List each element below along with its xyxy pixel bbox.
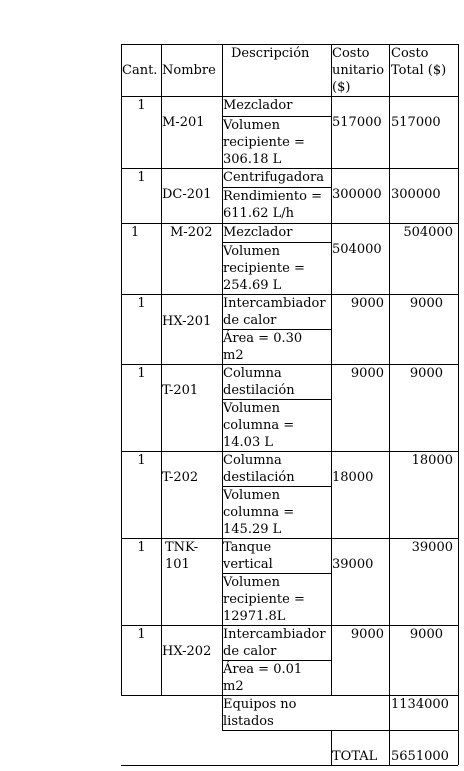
header-nombre: Nombre (162, 63, 216, 78)
grand-total-label: TOTAL (332, 749, 378, 764)
cell-costo-total: 9000 (409, 366, 443, 381)
cell-costo-unitario: 18000 (332, 470, 374, 485)
cell-descripcion: Columna destilación (223, 453, 295, 485)
cell-costo-total: 18000 (411, 453, 453, 468)
cell-costo-total: 300000 (391, 187, 441, 202)
cell-cant: 1 (137, 627, 146, 642)
header-costo-unitario: Costo unitario ($) (332, 46, 385, 95)
cell-cant: 1 (131, 225, 140, 240)
cell-costo-total: 517000 (391, 115, 441, 130)
cell-cant: 1 (137, 366, 146, 381)
unlisted-equipment-total: 1134000 (391, 697, 449, 712)
cell-costo-total: 9000 (409, 627, 443, 642)
header-cant: Cant. (122, 63, 158, 78)
cell-spec: Rendimiento = 611.62 L/h (223, 189, 322, 221)
cell-cant: 1 (137, 296, 146, 311)
cell-costo-total: 39000 (411, 540, 453, 555)
row-divider (222, 730, 458, 731)
cell-nombre: M-202 (170, 225, 213, 240)
cell-cant: 1 (137, 453, 146, 468)
cell-spec: Volumen recipiente = 12971.8L (223, 575, 305, 624)
cell-descripcion: Mezclador (223, 225, 293, 240)
cell-costo-unitario: 9000 (350, 627, 384, 642)
unlisted-equipment-label: Equipos no listados (223, 697, 297, 729)
cell-cant: 1 (137, 540, 146, 555)
cell-spec: Volumen recipiente = 306.18 L (223, 118, 305, 167)
cell-nombre: TNK- 101 (165, 540, 199, 572)
cell-spec: Volumen columna = 14.03 L (223, 401, 295, 450)
cell-descripcion: Columna destilación (223, 366, 295, 398)
cell-spec: Área = 0.01 m2 (223, 662, 303, 694)
cell-nombre: HX-202 (162, 644, 212, 659)
cell-descripcion: Centrifugadora (223, 170, 324, 185)
cell-spec: Volumen recipiente = 254.69 L (223, 244, 305, 293)
col-border (161, 44, 162, 695)
col-border (389, 44, 390, 765)
header-costo-total: Costo Total ($) (391, 46, 447, 78)
cell-descripcion: Intercambiador de calor (223, 627, 326, 659)
cell-descripcion: Tanque vertical (223, 540, 273, 572)
cell-spec: Área = 0.30 m2 (223, 331, 303, 363)
cell-nombre: M-201 (162, 115, 205, 130)
cell-descripcion: Intercambiador de calor (223, 296, 326, 328)
cell-costo-unitario: 504000 (332, 242, 382, 257)
cell-cant: 1 (137, 170, 146, 185)
cell-costo-total: 504000 (403, 225, 453, 240)
col-border (458, 44, 459, 765)
cell-costo-total: 9000 (409, 296, 443, 311)
cell-nombre: T-201 (162, 383, 199, 398)
cell-costo-unitario: 39000 (332, 557, 374, 572)
cell-nombre: HX-201 (162, 314, 212, 329)
cell-cant: 1 (137, 98, 146, 113)
cell-costo-unitario: 9000 (350, 366, 384, 381)
cell-costo-unitario: 9000 (350, 296, 384, 311)
cell-nombre: DC-201 (162, 187, 212, 202)
cell-spec: Volumen columna = 145.29 L (223, 488, 295, 537)
cell-costo-unitario: 300000 (332, 187, 382, 202)
cell-nombre: T-202 (162, 470, 199, 485)
table-bottom-border (121, 765, 458, 766)
header-descripcion: Descripción (231, 46, 310, 61)
cell-costo-unitario: 517000 (332, 115, 382, 130)
grand-total-value: 5651000 (391, 749, 449, 764)
cell-descripcion: Mezclador (223, 98, 293, 113)
